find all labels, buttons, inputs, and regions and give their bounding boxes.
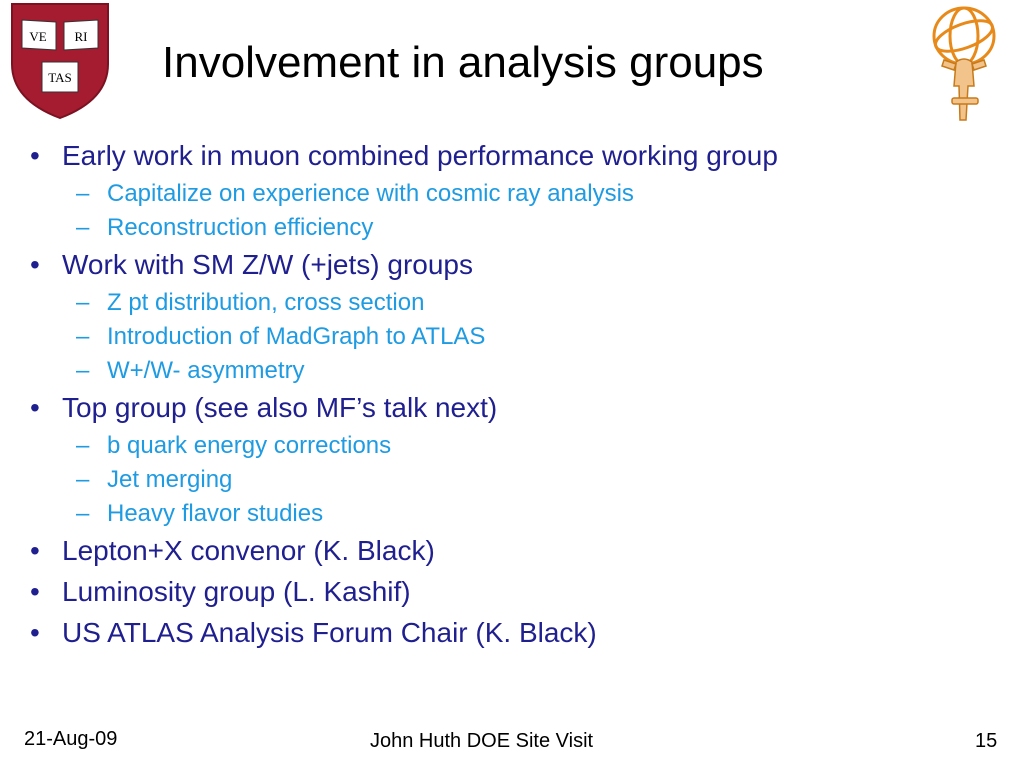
bullet-text: Luminosity group (L. Kashif) xyxy=(62,576,411,607)
slide-title: Involvement in analysis groups xyxy=(162,38,764,87)
sub-bullet-marker: – xyxy=(76,180,90,207)
shield-text-ve: VE xyxy=(29,29,47,44)
bullet-text: Lepton+X convenor (K. Black) xyxy=(62,535,435,566)
sub-bullet-marker: – xyxy=(76,466,90,493)
sub-bullet-marker: – xyxy=(76,500,90,527)
sub-bullet-text: Introduction of MadGraph to ATLAS xyxy=(107,323,486,350)
bullet-marker: • xyxy=(30,249,40,280)
sub-bullet-text: Reconstruction efficiency xyxy=(107,214,374,241)
bullet-marker: • xyxy=(30,617,40,648)
bullet-text: US ATLAS Analysis Forum Chair (K. Black) xyxy=(62,617,597,648)
sub-bullet-marker: – xyxy=(76,357,90,384)
bullet-marker: • xyxy=(30,576,40,607)
shield-text-ri: RI xyxy=(74,29,88,44)
bullet-text: Top group (see also MF’s talk next) xyxy=(62,392,498,423)
footer-presenter: John Huth DOE Site Visit xyxy=(370,730,594,752)
sub-bullet-text: Jet merging xyxy=(107,466,233,493)
bullet-marker: • xyxy=(30,392,40,423)
bullet-text: Early work in muon combined performance working group xyxy=(62,140,778,171)
sub-bullet-marker: – xyxy=(76,214,90,241)
sub-bullet-marker: – xyxy=(76,432,90,459)
sub-bullet-text: Heavy flavor studies xyxy=(107,500,324,527)
sub-bullet-marker: – xyxy=(76,289,90,316)
bullet-text: Work with SM Z/W (+jets) groups xyxy=(62,249,474,280)
sub-bullet-text: W+/W- asymmetry xyxy=(107,357,305,384)
footer-page-number: 15 xyxy=(975,730,998,752)
sub-bullet-text: Capitalize on experience with cosmic ray analysis xyxy=(107,180,634,207)
footer-date: 21-Aug-09 xyxy=(24,728,118,750)
sub-bullet-text: Z pt distribution, cross section xyxy=(107,289,425,316)
sub-bullet-text: b quark energy corrections xyxy=(107,432,392,459)
bullet-marker: • xyxy=(30,140,40,171)
shield-text-tas: TAS xyxy=(48,70,72,85)
sub-bullet-marker: – xyxy=(76,323,90,350)
bullet-marker: • xyxy=(30,535,40,566)
